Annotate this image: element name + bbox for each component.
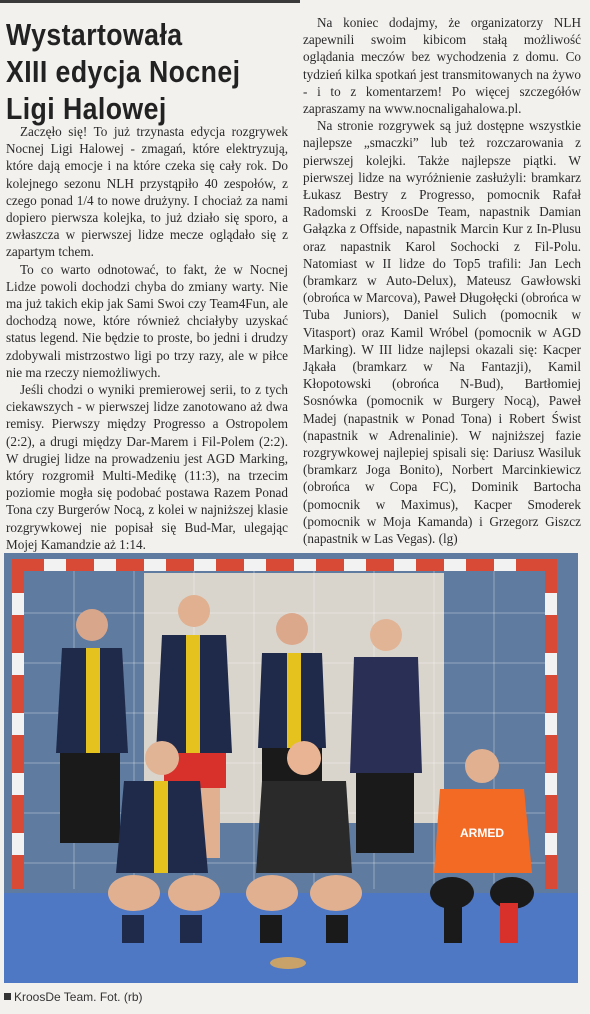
shirt-text: ARMED [460, 826, 504, 840]
top-rule [0, 0, 300, 3]
article-column-left [6, 123, 288, 553]
article-column-right [303, 14, 581, 547]
article-headline [6, 16, 255, 127]
article-paragraph: Na stronie rozgrywek są już dostępne wszystkie najlepsze „smaczki” lub też rozczarowania z pierwszej kolejki. Także najlepsze piątki. W pierwszej lidze na wyróżnienie zasłużyli: bramkarz Łukasz Bestry z Progresso, pomocnik Rafał Radomski z KroosDe Team, napastnik Damian Gałązka z Offside, napastnik Marcin Kur z In-Plusu oraz napastnik Karol Sochocki z Fil-Polu. Natomiast w II lidze do Top5 trafili: Jan Lech (bramkarz w Auto-Delux), Mateusz Gawłowski (obrońca w Marcova), Paweł Długołęcki (obrońca w Tuba Juniors), Daniel Sulich (pomocnik w Vitasport) oraz Kamil Wróbel (pomocnik w AGD Marking). W III lidze najlepsi okazali się: Kacper Jąkała (bramkarz w Na Fantazji), Kamil Kłopotowski (obrońca N-Bud), Bartłomiej Sosnówka (pomocnik w Burgery Nocą), Paweł Madej (napastnik w Ponad Tona) i Robert Świst (napastnik w Adrenalinie). W najniższej fazie rozgrywkowej najlepiej spisali się: Dariusz Wasiluk (bramkarz Joga Bonito), Norbert Marcinkiewicz (obrońca w Copa FC), Dominik Bartocha (pomocnik w Maximus), Kacper Smoderek (pomocnik w Moja Kamanda) i Grzegorz Giszcz (napastnik w Las Vegas). (lg) [303, 118, 581, 547]
article-paragraph: To co warto odnotować, to fakt, że w Nocnej Lidze powoli dochodzi chyba do zmiany warty. Nie ma już takich ekip jak Sami Swoi czy Team4Fun, ale dochodzą nowe, które również chciałyby uzyskać status legend. Nie będzie to proste, bo jedni i drudzy zdobywali mistrzostwo ligi po trzy razy, ale w piłce nie ma rzeczy niemożliwych. [6, 261, 288, 380]
article-paragraph: Na koniec dodajmy, że organizatorzy NLH zapewnili swoim kibicom stałą możliwość oglądania meczów bez wychodzenia z domu. Co tydzień kilka spotkań jest transmitowanych na żywo - i to z komentarzem! Po więcej szczegółów zapraszamy na www.nocnaligahalowa.pl. [303, 15, 581, 117]
caption-text: KroosDe Team. Fot. (rb) [14, 990, 143, 1004]
headline-line: Ligi Halowej [6, 91, 167, 126]
caption-marker [4, 993, 11, 1000]
article-paragraph: Jeśli chodzi o wyniki premierowej serii, to z tych ciekawszych - w pierwszej lidze zanotowano aż dwa remisy. Pierwszy między Progresso a Ostropolem (2:2), a drugi między Dar-Marem i Fil-Polem (2:2). W drugiej lidze na prowadzeniu jest AGD Marking, który rozgromił Multi-Medikę (11:3), na trzecim poziomie mogła się podobać postawa Razem Ponad Tona czy Burgerów Nocą, z kolei w najniższej klasie rozgrywkowej nie popisał się Bud-Mar, ulegając Mojej Kamandzie aż 1:14. [6, 382, 288, 552]
ball [270, 957, 306, 969]
photo-caption [4, 990, 142, 1004]
article-paragraph: Zaczęło się! To już trzynasta edycja rozgrywek Nocnej Ligi Halowej - zmagań, które elektryzują, które dają emocje i na które czeka się cały rok. Do kolejnego sezonu NLH przystąpiło 40 zespołów, z czego ponad 1/4 to nowe drużyny. I chociaż za nami dopiero pierwsza kolejka, to już działo się sporo, a zwłaszcza w pierwszej lidze mecze oglądało się z zapartym tchem. [6, 124, 288, 260]
headline-line: Wystartowała [6, 17, 183, 52]
team-photo-illustration [4, 553, 578, 983]
team-photo [4, 553, 578, 983]
headline-line: XIII edycja Nocnej [6, 54, 241, 89]
